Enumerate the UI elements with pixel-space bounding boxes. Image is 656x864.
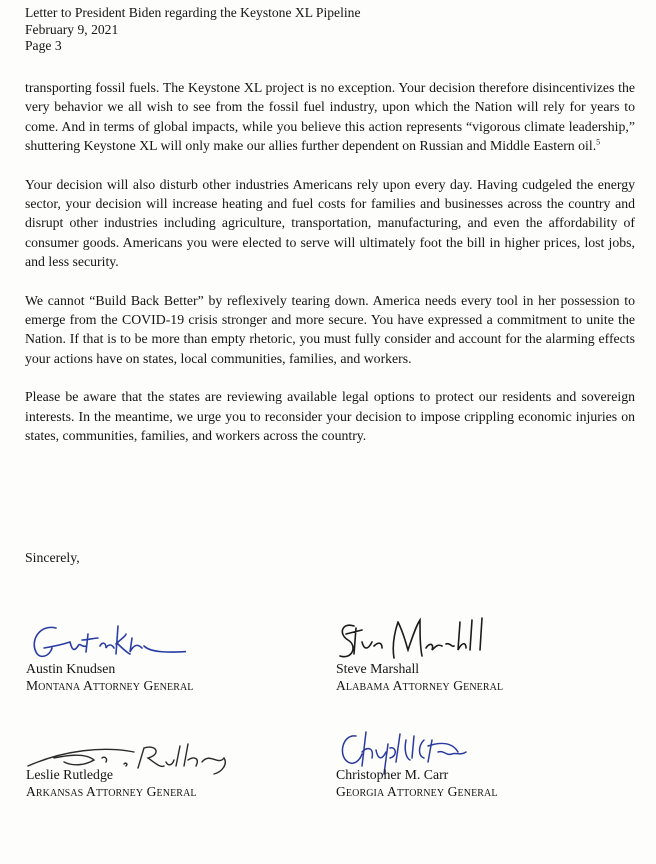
signatory-block-4 [336, 766, 498, 800]
header-date: February 9, 2021 [25, 21, 119, 37]
footnote-marker: 5 [596, 137, 601, 147]
body-paragraph-3: We cannot “Build Back Better” by reflexively tearing down. America needs every tool in her possession to emerge from the COVID-19 crisis stronger and more secure. You have expressed a commitment to unite the Nation. If that is to be more than empty rhetoric, you must fully consider and account for the alarming effects your actions have on states, local communities, families, and workers. [25, 292, 635, 366]
signatory-title: Alabama Attorney General [336, 678, 504, 693]
signature-steve-marshall [332, 614, 492, 666]
signatory-name: Leslie Rutledge [26, 767, 113, 782]
signatory-title: Arkansas Attorney General [26, 784, 197, 799]
signatory-block-3 [26, 766, 197, 800]
signatory-name: Steve Marshall [336, 661, 420, 676]
signatory-block-2 [336, 660, 503, 694]
letter-body [25, 78, 635, 465]
header-page-number: Page 3 [25, 38, 62, 53]
signatory-name: Christopher M. Carr [336, 767, 449, 782]
signatory-name: Austin Knudsen [26, 661, 116, 676]
signature-austin-knudsen [26, 618, 186, 666]
header-subject: Letter to President Biden regarding the Keystone XL Pipeline [25, 5, 361, 20]
letter-header [25, 5, 360, 55]
closing-salutation: Sincerely, [25, 550, 80, 565]
signatory-block-1 [26, 660, 194, 694]
signatory-title: Georgia Attorney General [336, 784, 498, 799]
body-paragraph-1: transporting fossil fuels. The Keystone XL project is no exception. Your decision therefore disincentivizes the very behavior we all wish to see from the fossil fuel industry, upon which the Nation will rely for years to come. And in terms of global impacts, while you believe this action represents “vigorous climate leadership,” shuttering Keystone XL will only make our allies further dependent on Russian and Middle Eastern oil.$^5$ [25, 80, 635, 154]
body-paragraph-4: Please be aware that the states are reviewing available legal options to protect our residents and sovereign interests. In the meantime, we urge you to reconsider your decision to impose crippling economic injuries on states, communities, families, and workers across the country. [25, 389, 635, 444]
body-paragraph-2: Your decision will also disturb other industries Americans rely upon every day. Having cudgeled the energy sector, your decision will increase heating and fuel costs for families and businesses across the country and disrupt other industries including agriculture, transportation, manufacturing, and even the affordability of consumer goods. Americans you were elected to serve will ultimately foot the bill in higher prices, lost jobs, and less security. [25, 176, 635, 270]
signatory-title: Montana Attorney General [26, 678, 194, 693]
